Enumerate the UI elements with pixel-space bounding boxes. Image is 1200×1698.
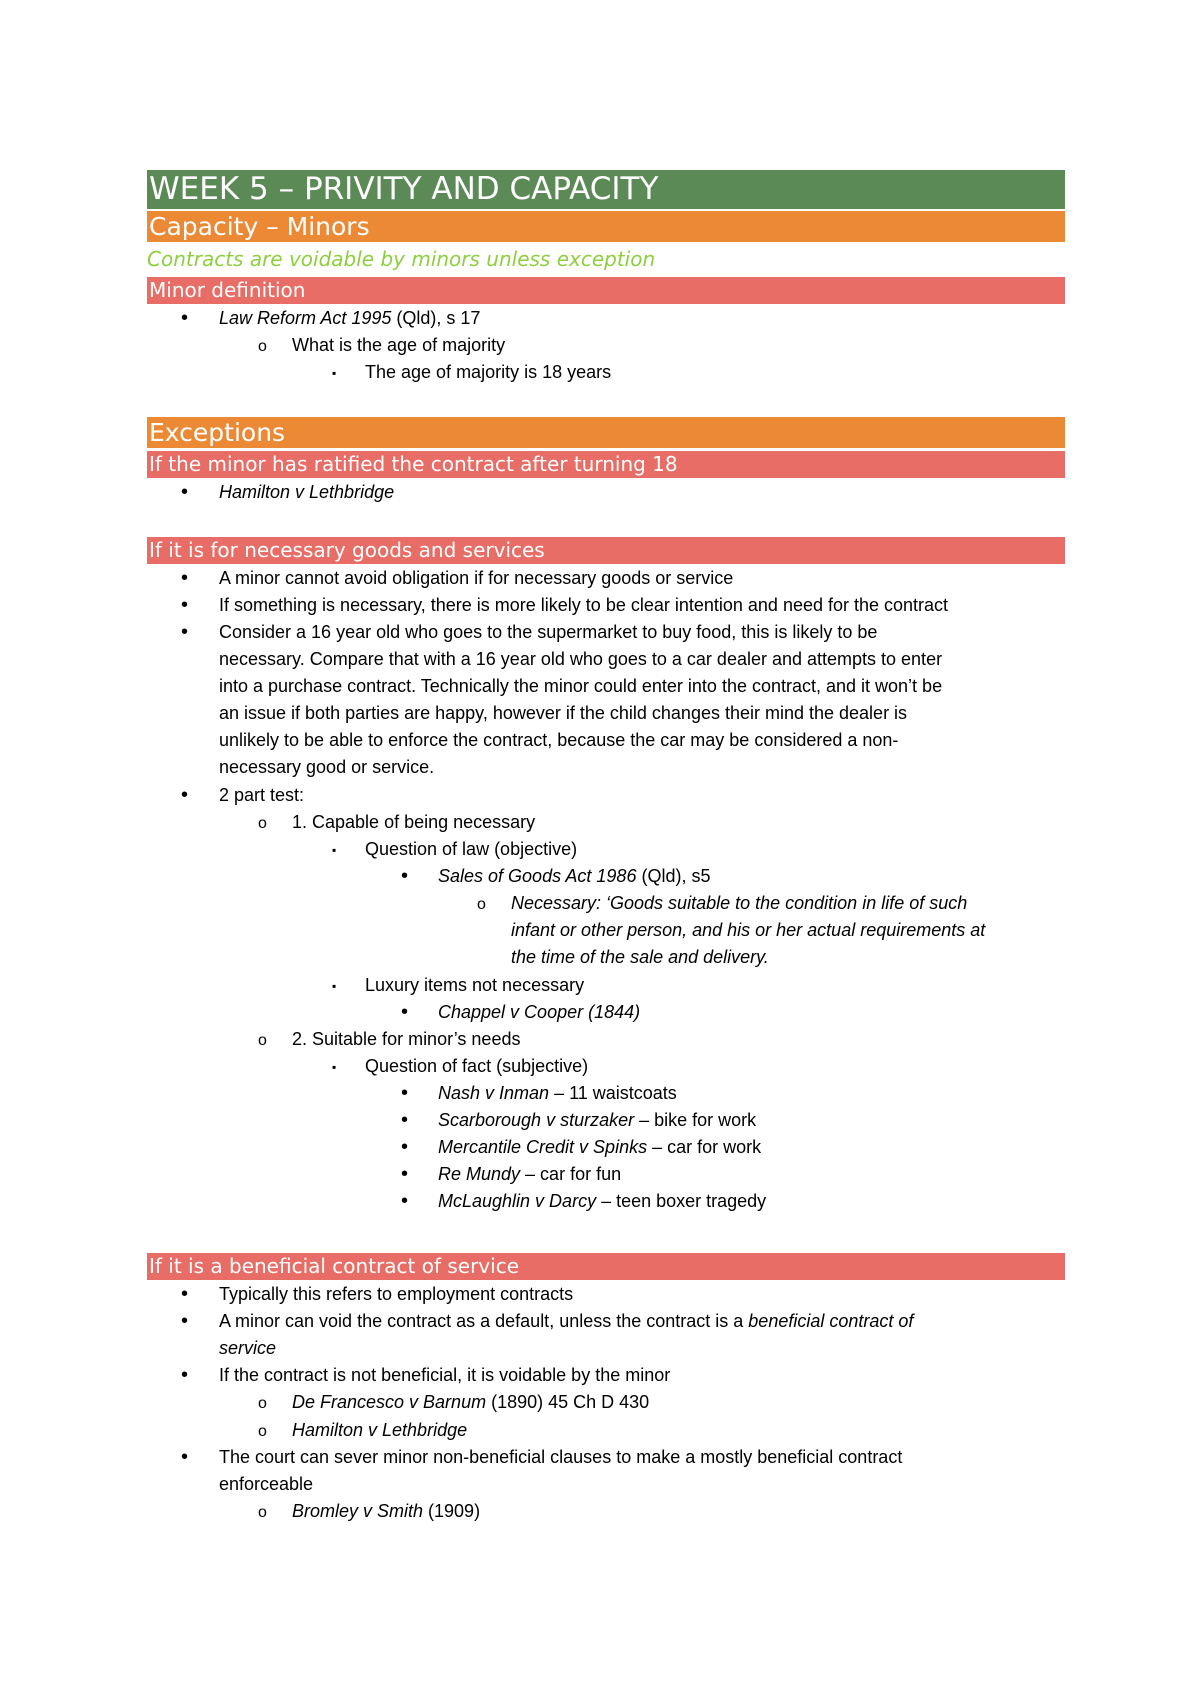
minor-definition-heading: Minor definition bbox=[147, 277, 1065, 304]
necessary-heading: If it is for necessary goods and services bbox=[147, 537, 1065, 564]
page-title: WEEK 5 – PRIVITY AND CAPACITY bbox=[147, 170, 1065, 209]
bullet-icon: • bbox=[401, 1136, 409, 1158]
bullet-icon: • bbox=[181, 1446, 189, 1468]
circle-bullet-icon: o bbox=[258, 815, 267, 832]
circle-bullet-icon: o bbox=[258, 338, 267, 355]
circle-bullet-icon: o bbox=[258, 1395, 267, 1412]
necessary-point-1: A minor cannot avoid obligation if for necessary goods or service bbox=[219, 568, 734, 588]
de-francesco-case: De Francesco v Barnum (1890) 45 Ch D 430 bbox=[292, 1392, 650, 1412]
necessary-definition-line: infant or other person, and his or her actual requirements at bbox=[511, 920, 986, 940]
bullet-icon: • bbox=[181, 1364, 189, 1386]
bullet-icon: • bbox=[181, 481, 189, 503]
hamilton-case: Hamilton v Lethbridge bbox=[292, 1420, 468, 1440]
question-of-law: Question of law (objective) bbox=[365, 839, 578, 859]
bullet-icon: • bbox=[181, 621, 189, 643]
beneficial-point-4-line: enforceable bbox=[219, 1474, 314, 1494]
test-part-2: 2. Suitable for minor’s needs bbox=[292, 1029, 521, 1049]
necessary-point-2: If something is necessary, there is more likely to be clear intention and need for the contract bbox=[219, 595, 949, 615]
bullet-icon: • bbox=[401, 1001, 409, 1023]
case-item: Nash v Inman – 11 waistcoats bbox=[438, 1083, 677, 1103]
bromley-case: Bromley v Smith (1909) bbox=[292, 1501, 481, 1521]
ratified-case: Hamilton v Lethbridge bbox=[219, 482, 395, 502]
bullet-icon: • bbox=[181, 567, 189, 589]
necessary-point-3-line: unlikely to be able to enforce the contract, because the car may be considered a non- bbox=[219, 730, 899, 750]
bullet-icon: • bbox=[401, 1109, 409, 1131]
two-part-test: 2 part test: bbox=[219, 785, 305, 805]
square-bullet-icon: ▪ bbox=[332, 979, 337, 993]
case-item: Mercantile Credit v Spinks – car for work bbox=[438, 1137, 762, 1157]
test-part-1: 1. Capable of being necessary bbox=[292, 812, 536, 832]
minor-def-question: What is the age of majority bbox=[292, 335, 506, 355]
bullet-icon: • bbox=[401, 865, 409, 887]
question-of-fact: Question of fact (subjective) bbox=[365, 1056, 589, 1076]
bullet-icon: • bbox=[401, 1082, 409, 1104]
necessary-point-3-line: an issue if both parties are happy, however if the child changes their mind the dealer is bbox=[219, 703, 908, 723]
circle-bullet-icon: o bbox=[258, 1032, 267, 1049]
necessary-point-3-line: into a purchase contract. Technically the minor could enter into the contract, and it won’t be bbox=[219, 676, 943, 696]
necessary-point-3-line: necessary good or service. bbox=[219, 757, 435, 777]
square-bullet-icon: ▪ bbox=[332, 366, 337, 380]
minor-def-answer: The age of majority is 18 years bbox=[365, 362, 612, 382]
beneficial-point-1: Typically this refers to employment contracts bbox=[219, 1284, 574, 1304]
exceptions-heading: Exceptions bbox=[147, 417, 1065, 448]
capacity-heading: Capacity – Minors bbox=[147, 211, 1065, 242]
beneficial-point-2-cont: service bbox=[219, 1338, 277, 1358]
case-item: McLaughlin v Darcy – teen boxer tragedy bbox=[438, 1191, 767, 1211]
necessary-definition-line: Necessary: ‘Goods suitable to the condition in life of such bbox=[511, 893, 968, 913]
case-item: Scarborough v sturzaker – bike for work bbox=[438, 1110, 757, 1130]
circle-bullet-icon: o bbox=[258, 1504, 267, 1521]
beneficial-heading: If it is a beneficial contract of service bbox=[147, 1253, 1065, 1280]
ratified-heading: If the minor has ratified the contract after turning 18 bbox=[147, 451, 1065, 478]
necessary-definition-line: the time of the sale and delivery. bbox=[511, 947, 769, 967]
bullet-icon: • bbox=[181, 784, 189, 806]
capacity-subtitle: Contracts are voidable by minors unless exception bbox=[147, 247, 656, 271]
luxury-items: Luxury items not necessary bbox=[365, 975, 585, 995]
minor-def-act: Law Reform Act 1995 (Qld), s 17 bbox=[219, 308, 481, 328]
bullet-icon: • bbox=[401, 1163, 409, 1185]
beneficial-point-2: A minor can void the contract as a default, unless the contract is a beneficial contract of bbox=[219, 1311, 914, 1331]
bullet-icon: • bbox=[181, 1310, 189, 1332]
bullet-icon: • bbox=[181, 1283, 189, 1305]
circle-bullet-icon: o bbox=[258, 1423, 267, 1440]
bullet-icon: • bbox=[401, 1190, 409, 1212]
bullet-icon: • bbox=[181, 594, 189, 616]
necessary-point-3-line: Consider a 16 year old who goes to the supermarket to buy food, this is likely to be bbox=[219, 622, 878, 642]
square-bullet-icon: ▪ bbox=[332, 1060, 337, 1074]
case-item: Re Mundy – car for fun bbox=[438, 1164, 622, 1184]
chappel-case: Chappel v Cooper (1844) bbox=[438, 1002, 641, 1022]
necessary-point-3-line: necessary. Compare that with a 16 year old who goes to a car dealer and attempts to enter bbox=[219, 649, 943, 669]
square-bullet-icon: ▪ bbox=[332, 843, 337, 857]
beneficial-point-4-line: The court can sever minor non-beneficial clauses to make a mostly beneficial contract bbox=[219, 1447, 903, 1467]
circle-bullet-icon: o bbox=[477, 896, 486, 913]
sales-of-goods-act: Sales of Goods Act 1986 (Qld), s5 bbox=[438, 866, 711, 886]
bullet-icon: • bbox=[181, 307, 189, 329]
beneficial-point-3: If the contract is not beneficial, it is voidable by the minor bbox=[219, 1365, 671, 1385]
